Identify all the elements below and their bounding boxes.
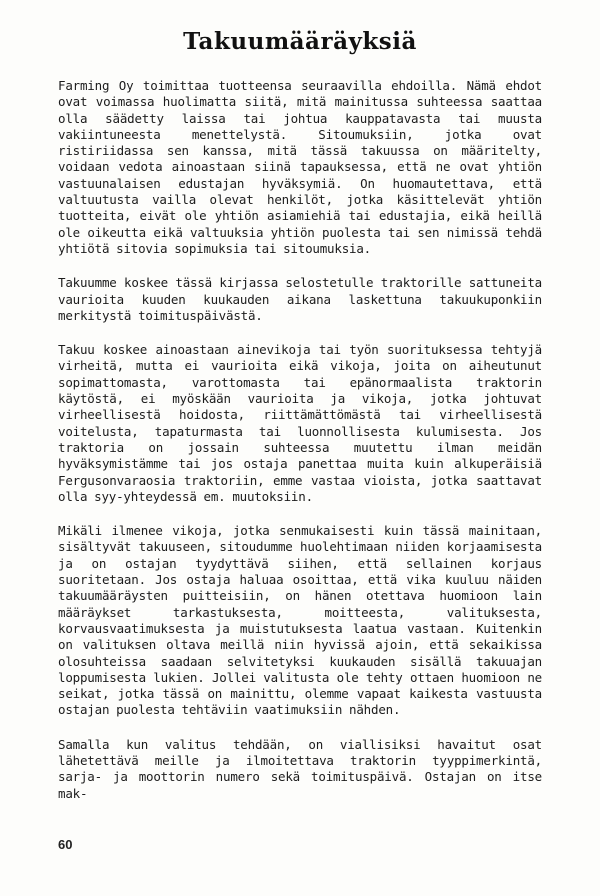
paragraph-warranty-period: Takuumme koskee tässä kirjassa selostetulle traktorille sattuneita vaurioita kuuden kuukauden aikana laskettuna takuukuponkiin merkitystä toimituspäivästä. (58, 275, 542, 323)
page-number: 60 (58, 837, 73, 852)
paragraph-warranty-scope: Takuu koskee ainoastaan ainevikoja tai työn suorituksessa tehtyjä virheitä, mutta ei vaurioita eikä vikoja, joita on aiheutunut sopimattomasta, varottomasta tai epänormaalista traktorin käytöstä, ei myöskään vaurioita ja vikoja, jotka johtuvat virheellisestä hoidosta, riittämättömästä tai virheellisestä voitelusta, tapaturmasta tai luonnollisesta kulumisesta. Jos traktoria on jossain suhteessa muutettu ilman meidän hyväksymistämme tai jos ostaja panettaa muita kuin alkuperäisiä Fergusonvaraosia traktoriin, emme vastaa vioista, jotka saattavat olla syy-yhteydessä em. muutoksiin. (58, 342, 542, 504)
paragraph-defect-handling: Mikäli ilmenee vikoja, jotka senmukaisesti kuin tässä mainitaan, sisältyvät takuuseen, sitoudumme huolehtimaan niiden korjaamisesta ja on ostajan tyydyttävä siihen, että sellainen korjaus suoritetaan. Jos ostaja haluaa osoittaa, että vika kuuluu näiden takuumääräysten puitteisiin, on hänen otettava huomioon lain määräykset tarkastuksesta, moitteesta, valituksesta, korvausvaatimuksesta ja muistutuksesta laatua vastaan. Kuitenkin on valituksen oltava meillä niin hyvissä ajoin, että sekaikissa olosuhteissa saadaan selvitetyksi kuukauden sisällä takuuajan loppumisesta lukien. Jollei valitusta ole tehty ottaen huomioon ne seikat, jotka tässä on mainittu, olemme vapaat kaikesta vastuusta ostajan puolesta tehtäviin vaatimuksiin nähden. (58, 523, 542, 718)
page-title: Takuumääräyksiä (183, 28, 417, 55)
document-body (58, 78, 542, 820)
paragraph-general-terms: Farming Oy toimittaa tuotteensa seuraavilla ehdoilla. Nämä ehdot ovat voimassa huolimatta siitä, mitä mainitussa suhteessa saattaa olla säädetty laissa tai johtua kauppatavasta tai muusta vakiintuneesta menettelystä. Sitoumuksiin, jotka ovat ristiriidassa sen kanssa, mitä tässä takuussa on määritelty, voidaan vedota ainoastaan siinä tapauksessa, että ne ovat yhtiön vastuunalaisen edustajan hyväksymiä. On huomautettava, että valtuutusta vailla olevat henkilöt, jotka käsittelevät yhtiön tuotteita, eivät ole yhtiön asiamiehiä tai edustajia, eikä heillä ole oikeutta eikä valtuuksia yhtiön puolesta tai sen nimissä tehdä yhtiötä sitovia sopimuksia tai sitoumuksia. (58, 78, 542, 256)
paragraph-claim-procedure: Samalla kun valitus tehdään, on viallisiksi havaitut osat lähetettävä meille ja ilmoitettava traktorin tyyppimerkintä, sarja- ja moottorin numero sekä toimituspäivä. Ostajan on itse mak- (58, 736, 542, 801)
